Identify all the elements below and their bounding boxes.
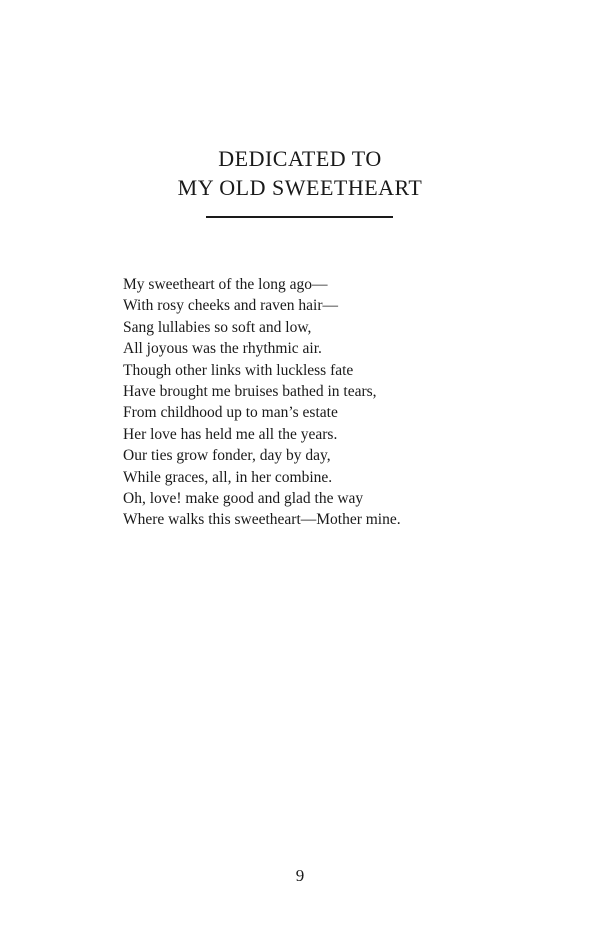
poem-title-line-2: MY OLD SWEETHEART <box>177 175 423 200</box>
poem-line: Oh, love! make good and glad the way <box>123 490 364 508</box>
poem-line: Though other links with luckless fate <box>123 361 354 379</box>
poem-line: Where walks this sweetheart—Mother mine. <box>123 511 401 529</box>
poem-line: My sweetheart of the long ago— <box>123 276 328 293</box>
poem-line: Sang lullabies so soft and low, <box>123 318 312 336</box>
page-number: 9 <box>295 866 305 885</box>
poem-title <box>0 144 600 202</box>
poem-body <box>123 274 543 531</box>
poem-line: From childhood up to man’s estate <box>123 404 338 422</box>
title-divider <box>206 216 393 218</box>
poem-line: Our ties grow fonder, day by day, <box>123 447 331 465</box>
poem-line: Her love has held me all the years. <box>123 425 338 443</box>
poem-line: While graces, all, in her combine. <box>123 468 333 486</box>
poem-line: All joyous was the rhythmic air. <box>123 340 322 358</box>
poem-line: With rosy cheeks and raven hair— <box>123 297 339 315</box>
poem-line: Have brought me bruises bathed in tears, <box>123 383 377 401</box>
poem-title-line-1: DEDICATED TO <box>218 146 382 171</box>
